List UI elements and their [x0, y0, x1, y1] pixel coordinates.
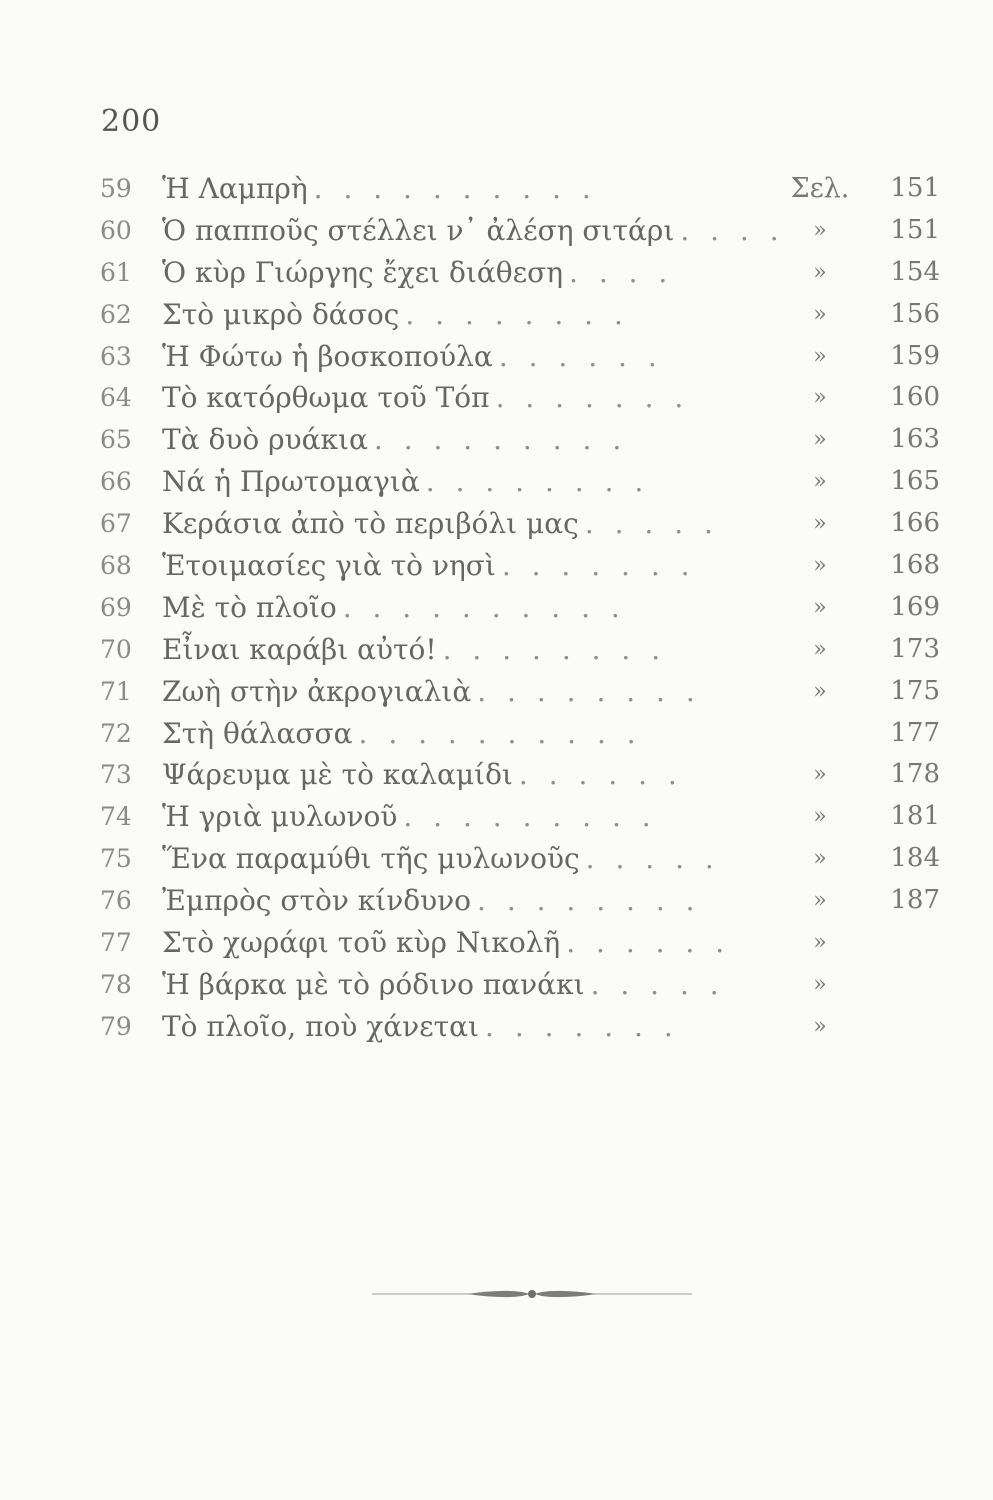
toc-entry-title-line	[162, 587, 626, 629]
toc-entry-title: Τὸ πλοῖο, ποὺ χάνεται	[162, 1009, 480, 1043]
toc-ditto-mark: »	[813, 343, 827, 369]
toc-page-number: 154	[890, 256, 940, 287]
toc-entry	[100, 1006, 940, 1048]
toc-leader-dots: . . . . . . .	[485, 1009, 679, 1043]
toc-leader-dots: . . . . . . . . . .	[342, 590, 626, 624]
toc-ditto-mark: »	[813, 217, 827, 243]
toc-entry-title-line	[162, 545, 696, 587]
toc-entry-title: Τὰ δυὸ ρυάκια	[162, 423, 368, 457]
toc-entry-number: 59	[100, 174, 132, 203]
toc-page-number: 173	[890, 633, 940, 664]
toc-leader-dots: . . . .	[680, 213, 785, 247]
toc-entry	[100, 294, 940, 336]
toc-entry-title-line	[162, 252, 673, 294]
toc-entry	[100, 336, 940, 378]
toc-ditto-mark: »	[813, 259, 827, 285]
toc-entry-title: Ὁ κὺρ Γιώργης ἔχει διάθεση	[162, 255, 564, 289]
toc-ditto-mark: »	[813, 971, 827, 997]
toc-page-number: 163	[890, 424, 940, 455]
toc-ditto-mark: »	[813, 846, 827, 872]
toc-entry-title: Ἡ Φώτω ἡ βοσκοπούλα	[162, 339, 493, 373]
toc-entry-title: Ὁ παπποῦς στέλλει ν᾽ ἀλέση σιτάρι	[162, 213, 675, 247]
toc-entry	[100, 838, 940, 880]
toc-page-number: 168	[890, 550, 940, 581]
toc-page-number: 184	[890, 843, 940, 874]
toc-entry-title: Ἡ Λαμπρὴ	[162, 172, 308, 205]
toc-leader-dots: . . . . .	[584, 507, 719, 541]
toc-page-number: 156	[890, 298, 940, 329]
toc-ditto-mark: »	[813, 553, 827, 579]
toc-entry-title: Στὸ μικρὸ δάσος	[162, 297, 400, 331]
toc-entry-number: 64	[100, 383, 132, 413]
toc-ditto-mark: »	[813, 301, 827, 327]
toc-entry	[100, 964, 940, 1006]
toc-page-number: 159	[890, 340, 940, 371]
toc-entry	[100, 210, 940, 252]
toc-entry-number: 69	[100, 592, 132, 622]
toc-entry-title-line	[162, 294, 629, 336]
toc-entry-title-line	[162, 1006, 679, 1048]
toc-entry-title: Μὲ τὸ πλοῖο	[162, 590, 337, 624]
toc-entry-number: 79	[100, 1011, 132, 1041]
toc-entry-title: Ἕνα παραμύθι τῆς μυλωνοῦς	[162, 842, 580, 876]
toc-page-number: 151	[890, 214, 940, 245]
toc-entry-number: 68	[100, 551, 132, 581]
toc-entry-title-line	[162, 629, 666, 671]
toc-entry	[100, 419, 940, 461]
toc-leader-dots: . . . . .	[590, 967, 725, 1001]
toc-leader-dots: . . . . . .	[566, 926, 731, 960]
toc-entry-number: 71	[100, 676, 132, 706]
toc-page-number: 187	[890, 885, 940, 916]
toc-entry	[100, 168, 940, 210]
toc-entry-title-line	[162, 796, 657, 838]
toc-entry-title-line	[162, 964, 725, 1006]
toc-entry-number: 74	[100, 802, 132, 832]
toc-entry-title-line	[162, 210, 785, 252]
toc-entry-title: Ἐμπρὸς στὸν κίνδυνο	[162, 884, 472, 918]
toc-entry-title-line	[162, 461, 649, 503]
toc-entry	[100, 754, 940, 796]
toc-entry-title-line	[162, 168, 597, 210]
toc-entry-number: 78	[100, 969, 132, 999]
toc-entry	[100, 713, 940, 755]
toc-ditto-mark: »	[813, 385, 827, 411]
toc-leader-dots: . . . . . . . . .	[373, 423, 628, 457]
toc-entry-number: 61	[100, 257, 132, 287]
toc-entry-title: Νά ἡ Πρωτομαγιὰ	[162, 465, 420, 499]
toc-page-number: 166	[890, 508, 940, 539]
toc-leader-dots: . . . . . . . .	[405, 297, 629, 331]
toc-entry-title-line	[162, 754, 683, 796]
toc-entry-title-line	[162, 336, 663, 378]
toc-leader-dots: . . . .	[569, 255, 674, 289]
toc-entry-title: Τὸ κατόρθωμα τοῦ Τόπ	[162, 381, 490, 415]
toc-ditto-mark: »	[813, 888, 827, 914]
toc-entry-number: 63	[100, 341, 132, 371]
toc-ditto-mark: »	[813, 804, 827, 830]
toc-entry-number: 60	[100, 215, 132, 245]
toc-entry-number: 77	[100, 928, 132, 958]
toc-page-number: 169	[890, 591, 940, 622]
toc-entry-number: 65	[100, 425, 132, 455]
toc-ditto-mark: »	[813, 678, 827, 704]
toc-ditto-mark: Σελ.	[790, 173, 850, 204]
toc-ditto-mark: »	[813, 427, 827, 453]
toc-entry-title: Στὸ χωράφι τοῦ κὺρ Νικολῆ	[162, 926, 561, 960]
toc-entry	[100, 503, 940, 545]
toc-leader-dots: . . . . . . . .	[442, 632, 667, 666]
toc-ditto-mark: »	[813, 636, 827, 662]
toc-entry-title-line	[162, 671, 701, 713]
toc-ditto-mark: »	[813, 469, 827, 495]
toc-leader-dots: . . . . . .	[498, 339, 663, 373]
toc-entry-title: Ζωὴ στὴν ἀκρογιαλιὰ	[162, 674, 472, 708]
toc-entry	[100, 377, 940, 419]
toc-leader-dots: . . . . . . . .	[425, 465, 650, 499]
toc-entry-number: 70	[100, 634, 132, 664]
toc-ditto-mark: »	[813, 762, 827, 788]
toc-leader-dots: . . . . . . . .	[477, 884, 701, 918]
table-of-contents	[100, 168, 940, 1048]
toc-leader-dots: . . . . . . . . . .	[313, 172, 597, 205]
page-number: 200	[101, 104, 162, 139]
toc-leader-dots: . . . . . . .	[495, 381, 690, 415]
toc-entry-title: Ψάρευμα μὲ τὸ καλαμίδι	[162, 758, 513, 792]
toc-entry	[100, 922, 940, 964]
toc-ditto-mark: »	[813, 594, 827, 620]
toc-leader-dots: . . . . . .	[518, 758, 683, 792]
toc-leader-dots: . . . . . . . . . .	[358, 716, 642, 750]
toc-entry-title: Ἑτοιμασίες γιὰ τὸ νησὶ	[162, 549, 496, 583]
toc-leader-dots: . . . . . . . . .	[403, 800, 657, 834]
toc-entry	[100, 587, 940, 629]
toc-entry-number: 62	[100, 299, 132, 329]
toc-entry-number: 72	[100, 718, 132, 748]
toc-entry-number: 75	[100, 844, 132, 874]
toc-page-number: 177	[890, 717, 940, 748]
toc-page-number: 151	[890, 173, 940, 203]
toc-entry	[100, 796, 940, 838]
toc-entry-title-line	[162, 922, 730, 964]
toc-page-number: 178	[890, 759, 940, 790]
toc-entry-title-line	[162, 838, 720, 880]
toc-page-number: 181	[890, 801, 940, 832]
toc-entry-title-line	[162, 503, 719, 545]
toc-leader-dots: . . . . . . .	[501, 549, 696, 583]
toc-entry-title: Κεράσια ἀπὸ τὸ περιβόλι μας	[162, 507, 579, 541]
toc-leader-dots: . . . . . . . .	[477, 674, 701, 708]
end-ornament-icon	[372, 1283, 692, 1305]
toc-entry-number: 66	[100, 467, 132, 497]
toc-entry	[100, 252, 940, 294]
toc-page-number: 165	[890, 466, 940, 497]
toc-entry	[100, 671, 940, 713]
toc-entry-title: Ἡ γριὰ μυλωνοῦ	[162, 800, 398, 834]
toc-entry-title-line	[162, 880, 701, 922]
toc-entry-title: Ἡ βάρκα μὲ τὸ ρόδινο πανάκι	[162, 967, 585, 1001]
toc-ditto-mark: »	[813, 511, 827, 537]
toc-page-number: 175	[890, 675, 940, 706]
toc-entry	[100, 880, 940, 922]
toc-entry-title: Εἶναι καράβι αὐτό!	[162, 632, 437, 666]
toc-entry-title-line	[162, 713, 642, 755]
toc-entry-title-line	[162, 419, 627, 461]
toc-entry-number: 73	[100, 760, 132, 790]
toc-entry	[100, 461, 940, 503]
toc-ditto-mark: »	[813, 1013, 827, 1039]
toc-entry-number: 67	[100, 509, 132, 539]
toc-leader-dots: . . . . .	[585, 842, 720, 876]
toc-entry	[100, 545, 940, 587]
toc-page-number: 160	[890, 382, 940, 413]
toc-entry-title: Στὴ θάλασσα	[162, 716, 353, 750]
toc-entry-number: 76	[100, 886, 132, 916]
toc-ditto-mark: »	[813, 930, 827, 956]
toc-entry-title-line	[162, 377, 689, 419]
toc-entry	[100, 629, 940, 671]
